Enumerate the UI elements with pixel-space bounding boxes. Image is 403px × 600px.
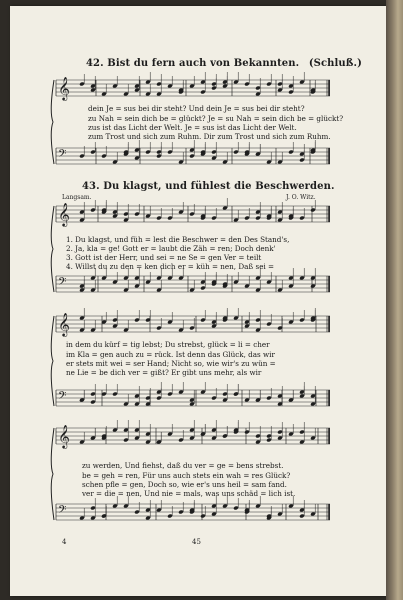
treble-clef-icon: 𝄞 <box>58 424 70 448</box>
lyric-line: in dem du kürf = tig lebst; Du strebst, glück = li = cher <box>66 340 270 349</box>
system-brace <box>51 316 54 406</box>
final-barline <box>328 206 330 222</box>
hymn-42-suffix: (Schluß.) <box>308 58 362 69</box>
hymn-42-title <box>86 58 362 69</box>
lyric-line: be = geh = ren, Für uns auch stets ein wah = res Glück? <box>82 471 291 480</box>
lyric-line: zu werden, Und fiehst, daß du ver = ge = bens strebst. <box>82 461 284 470</box>
lyric-line: zu Nah = sein dich be = glückt? Je = su Nah = sein dich be = glückt? <box>88 114 344 123</box>
music-notation <box>10 6 386 596</box>
lyric-line: zus ist das Licht der Welt. Je = sus ist das Licht der Welt. <box>88 123 297 132</box>
system-brace <box>51 206 54 292</box>
hymn-42-title-text: 42. Bist du fern auch von Bekannten. <box>86 58 300 69</box>
lyric-line: zum Trost und sich zum Ruhm. Dir zum Trost und sich zum Ruhm. <box>88 132 331 141</box>
final-barline <box>328 316 330 332</box>
system-brace <box>51 428 54 520</box>
final-barline <box>328 390 330 406</box>
bass-clef-icon: 𝄢 <box>58 390 67 405</box>
bass-clef-icon: 𝄢 <box>58 504 67 519</box>
final-barline <box>328 504 330 520</box>
lyric-line: er stets mit wei = ser Hand; Nicht so, wie wir's zu wün = <box>66 359 276 368</box>
lyric-line: 3. Gott ist der Herr, und sei = ne Se = gen Ver = teilt <box>66 253 262 262</box>
system-brace <box>51 80 54 164</box>
lyric-line: 4. Willst du zu den = ken dich er = küh = nen, Daß sei = <box>66 262 275 271</box>
lyric-line: im Kla = gen auch zu = rück. Ist denn das Glück, das wir <box>66 350 275 359</box>
final-barline <box>328 428 330 444</box>
final-barline <box>328 148 330 164</box>
lyric-line: ne Lie = be dich ver = gißt? Er gibt uns mehr, als wir <box>66 368 262 377</box>
lyric-line: ver = die = nen, Und nie = mals, was uns schäd = lich ist. <box>82 489 296 498</box>
treble-clef-icon: 𝄞 <box>58 202 70 226</box>
composer-credit: J. O. Witz. <box>286 194 316 201</box>
lyric-line: 1. Du klagst, und füh = lest die Beschwer = den Des Stand's, <box>66 235 290 244</box>
bass-clef-icon: 𝄢 <box>58 276 67 291</box>
book-spine <box>386 0 403 600</box>
bass-clef-icon: 𝄢 <box>58 148 67 163</box>
lyric-line: schen pfle = gen, Doch so, wie er's uns heil = sam fand. <box>82 480 287 489</box>
hymn-43-title: 43. Du klagst, und fühlest die Beschwerden. <box>82 181 335 192</box>
center-page-number: 45 <box>192 538 201 546</box>
lyric-line: 2. Ja, kla = ge! Gott er = laubt die Zäh = ren; Doch denk' <box>66 244 276 253</box>
left-page-number: 4 <box>62 538 67 546</box>
lyric-line: dein Je = sus bei dir steht? Und dein Je = sus bei dir steht? <box>88 104 305 113</box>
treble-clef-icon: 𝄞 <box>58 312 70 336</box>
tempo-marking: Langsam. <box>62 194 92 201</box>
treble-clef-icon: 𝄞 <box>58 76 70 100</box>
hymnal-page <box>10 6 386 596</box>
final-barline <box>328 80 330 96</box>
final-barline <box>328 276 330 292</box>
